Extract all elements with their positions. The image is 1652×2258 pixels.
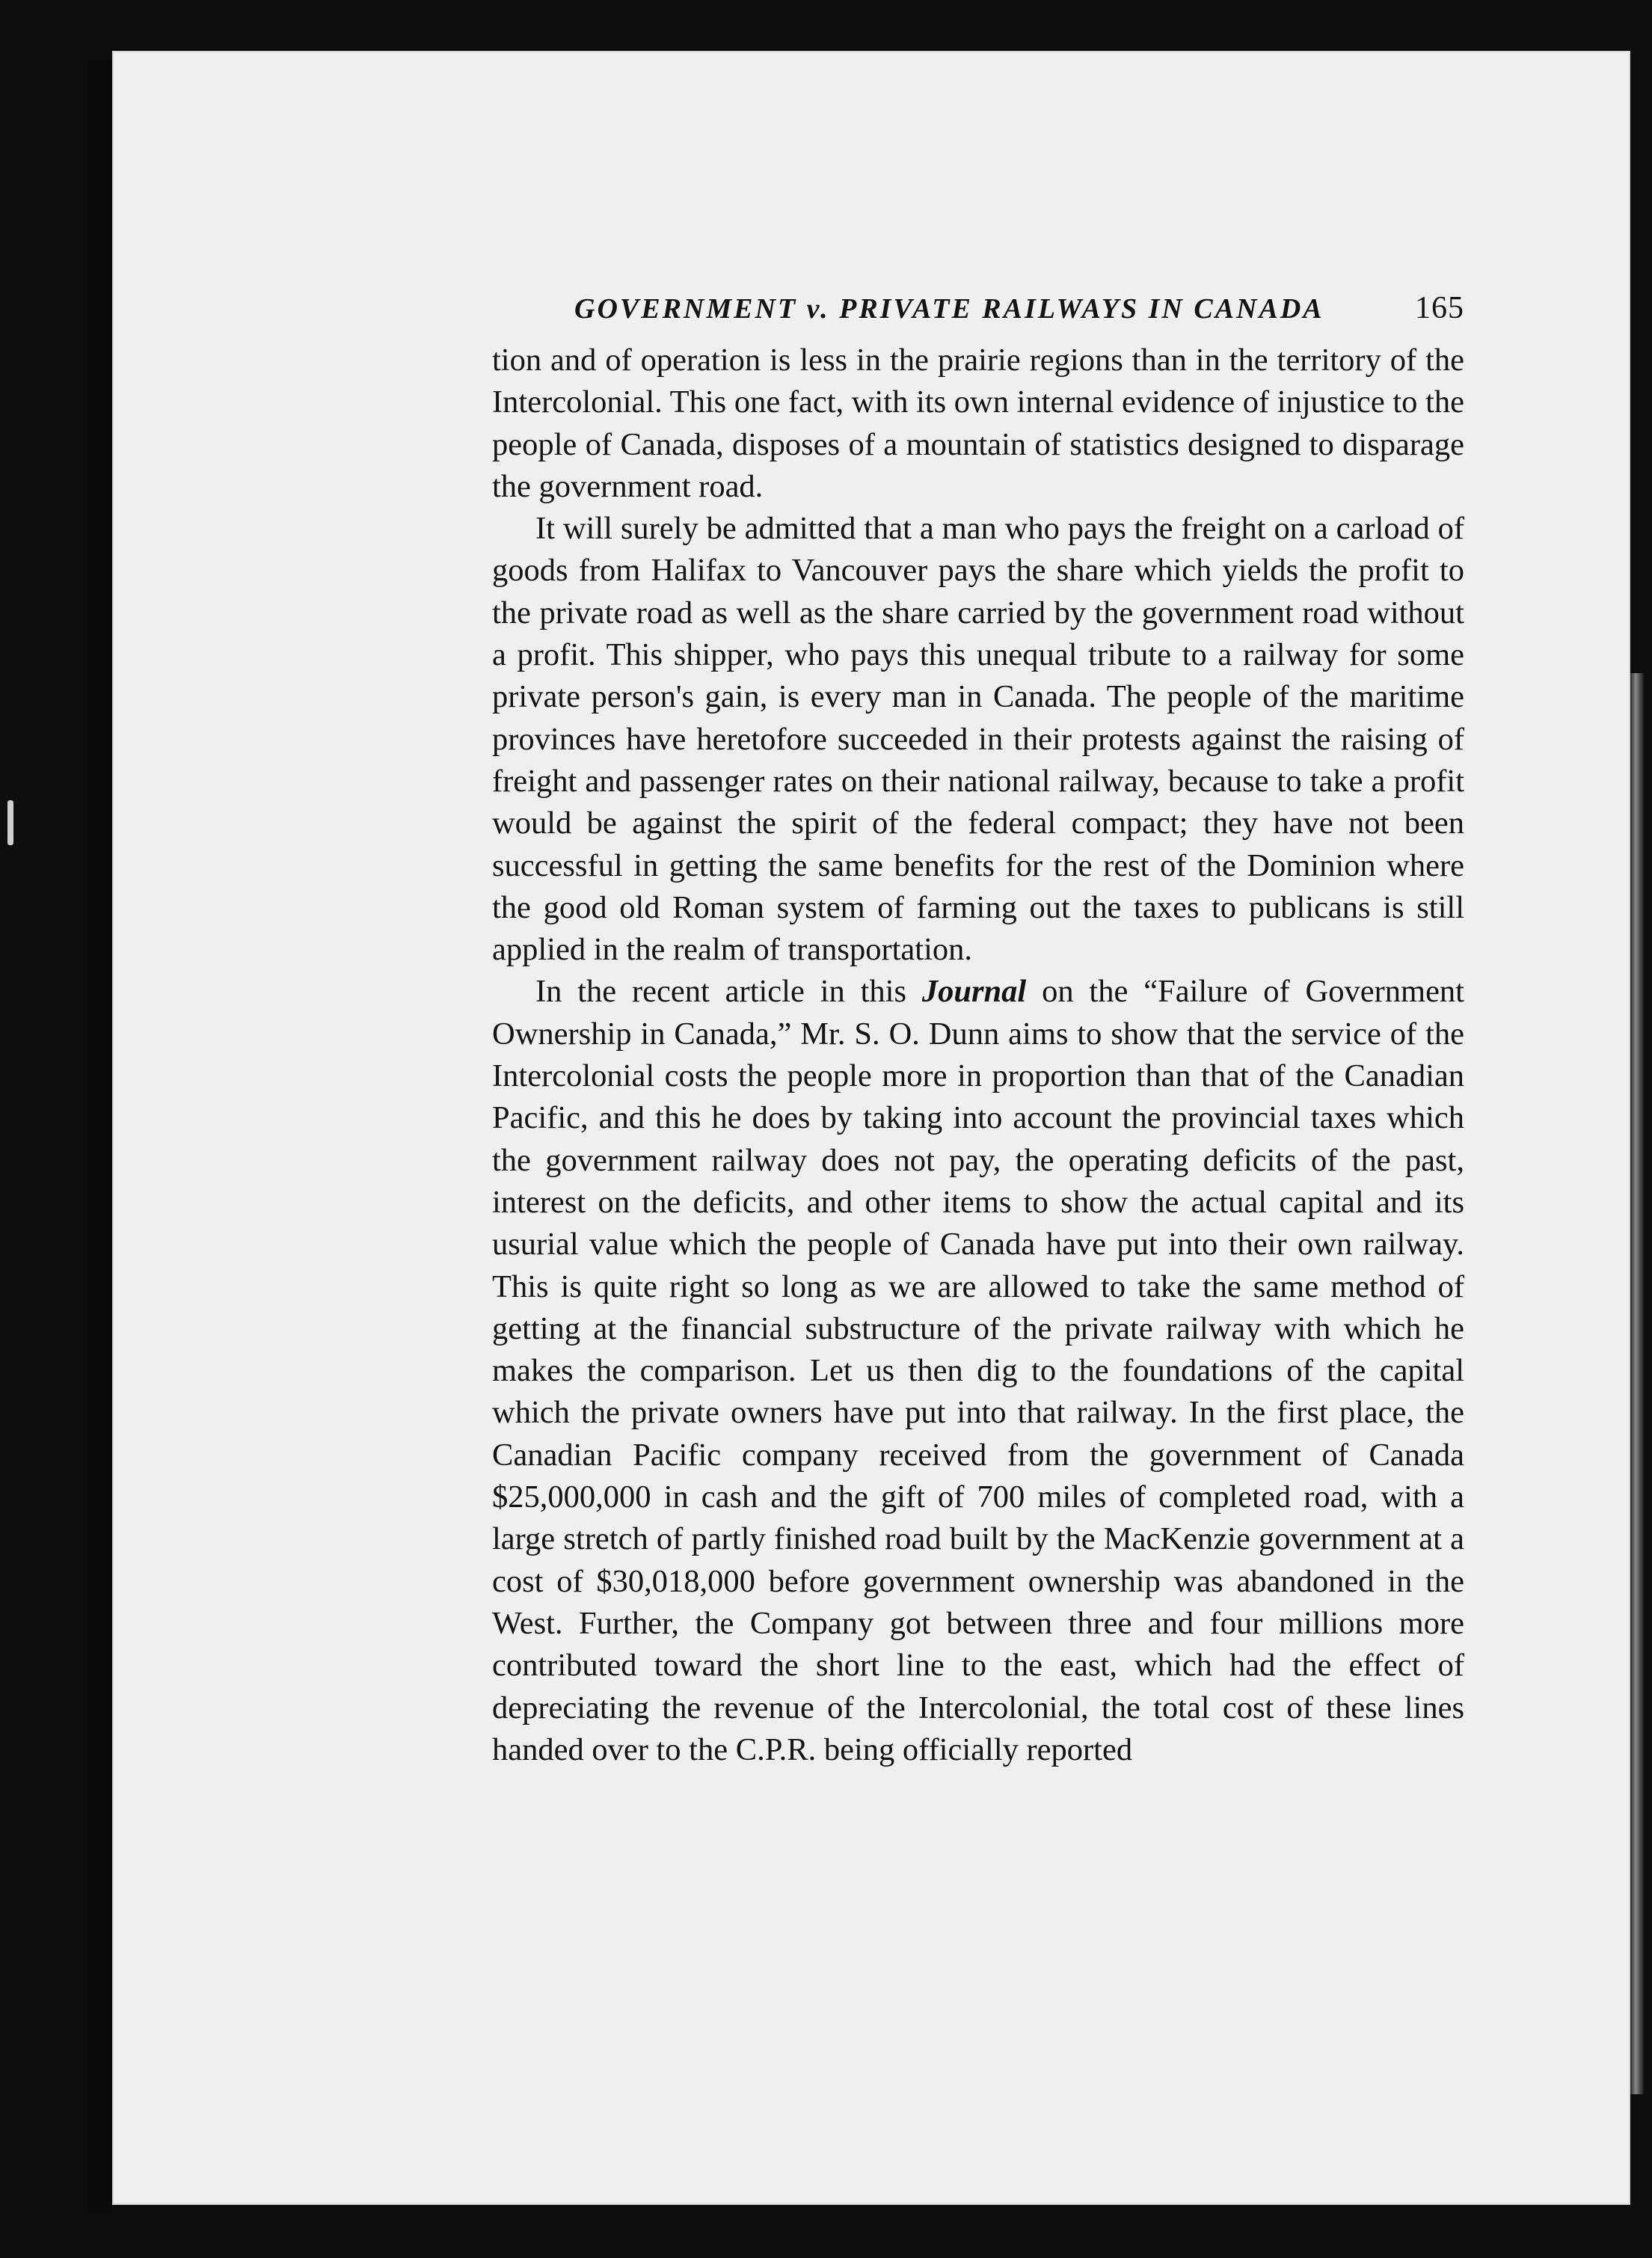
book-binding-shadow <box>88 60 112 2214</box>
journal-title-italic: Journal <box>921 974 1027 1010</box>
running-head-title: GOVERNMENT v. PRIVATE RAILWAYS IN CANADA <box>574 293 1324 325</box>
paragraph-3 <box>492 971 1464 1771</box>
running-head <box>574 290 1464 326</box>
page-text-column <box>492 290 1464 1771</box>
page-stack-edge <box>1630 673 1644 2094</box>
paragraph-1 <box>492 340 1464 508</box>
paragraph-text: tion and of operation is less in the prairie regions than in the territory of the Intercolonial. This one fact, with its own internal evidence of injustice to the people of Canada, disposes of a mountain of statistics designed to disparage the government road. <box>492 343 1464 504</box>
paragraph-text: It will surely be admitted that a man who pays the freight on a carload of goods from Halifax to Vancouver pays the share which yields the profit to the private road as well as the share carried by the government road without a profit. This shipper, who pays this unequal tribute to a railway for some private person's gain, is every man in Canada. The people of the maritime provinces have heretofore succeeded in their protests against the raising of freight and passenger rates on their national railway, because to take a profit would be against the spirit of the federal compact; they have not been successful in getting the same benefits for the rest of the Dominion where the good old Roman system of farming out the taxes to publicans is still applied in the realm of transportation. <box>492 511 1464 968</box>
page-number: 165 <box>1415 291 1464 325</box>
paragraph-text: In the recent article in this <box>535 974 922 1010</box>
scan-artifact <box>7 800 13 845</box>
paragraph-2 <box>492 508 1464 971</box>
paragraph-text-continued: on the “Failure of Government Ownership in Canada,” Mr. S. O. Dunn aims to show that the service of the Intercolonial costs the people more in proportion than that of the Canadian Pacific, and this he does by taking into account the provincial taxes which the government railway does not pay, the operating deficits of the past, interest on the deficits, and other items to show the actual capital and its usurial value which the people of Canada have put into their own railway. This is quite right so long as we are allowed to take the same method of getting at the financial substructure of the private railway with which he makes the comparison. Let us then dig to the foundations of the capital which the private owners have put into that railway. In the first place, the Canadian Pacific company received from the government of Canada $25,000,000 in cash and the gift of 700 miles of completed road, with a large stretch of partly finished road built by the MacKenzie government at a cost of $30,018,000 before government ownership was abandoned in the West. Further, the Company got between three and four millions more contributed toward the short line to the east, which had the effect of depreciating the revenue of the Intercolonial, the total cost of these lines handed over to the C.P.R. being officially reported <box>492 974 1464 1767</box>
